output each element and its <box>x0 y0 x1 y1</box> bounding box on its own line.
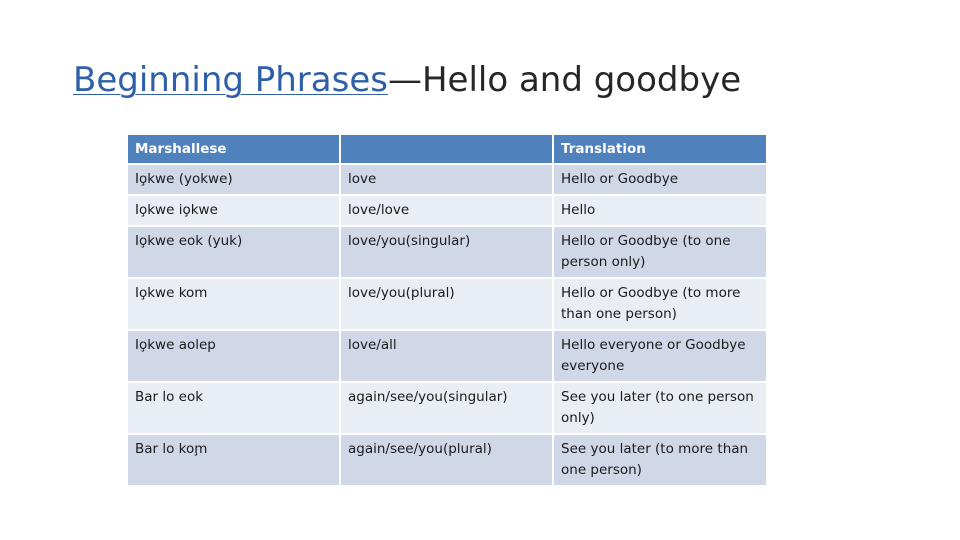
phrase-table <box>126 133 768 487</box>
table-row <box>127 382 767 434</box>
cell-translation: Hello or Goodbye (to more than one person) <box>553 278 767 330</box>
table-row <box>127 330 767 382</box>
cell-marshallese: Io̧kwe io̧kwe <box>127 195 340 226</box>
cell-marshallese: Io̧kwe aolep <box>127 330 340 382</box>
cell-marshallese: Io̧kwe eok (yuk) <box>127 226 340 278</box>
cell-translation: Hello <box>553 195 767 226</box>
table-row <box>127 195 767 226</box>
title-subtitle: —Hello and goodbye <box>387 60 742 100</box>
header-marshallese: Marshallese <box>127 134 340 164</box>
cell-literal: love <box>340 164 553 195</box>
slide-title <box>73 56 741 104</box>
cell-literal: love/all <box>340 330 553 382</box>
title-link[interactable]: Beginning Phrases <box>73 60 388 100</box>
cell-translation: See you later (to more than one person) <box>553 434 767 486</box>
cell-translation: Hello or Goodbye <box>553 164 767 195</box>
cell-marshallese: Io̧kwe kom <box>127 278 340 330</box>
table-row <box>127 226 767 278</box>
table-row <box>127 164 767 195</box>
cell-marshallese: Bar lo kom̧ <box>127 434 340 486</box>
cell-literal: again/see/you(plural) <box>340 434 553 486</box>
header-literal <box>340 134 553 164</box>
cell-marshallese: Bar lo eok <box>127 382 340 434</box>
cell-literal: love/love <box>340 195 553 226</box>
cell-literal: love/you(singular) <box>340 226 553 278</box>
cell-translation: Hello everyone or Goodbye everyone <box>553 330 767 382</box>
cell-literal: love/you(plural) <box>340 278 553 330</box>
table-header-row <box>127 134 767 164</box>
header-translation: Translation <box>553 134 767 164</box>
cell-marshallese: Io̧kwe (yokwe) <box>127 164 340 195</box>
cell-translation: Hello or Goodbye (to one person only) <box>553 226 767 278</box>
table-row <box>127 434 767 486</box>
cell-translation: See you later (to one person only) <box>553 382 767 434</box>
table-row <box>127 278 767 330</box>
cell-literal: again/see/you(singular) <box>340 382 553 434</box>
